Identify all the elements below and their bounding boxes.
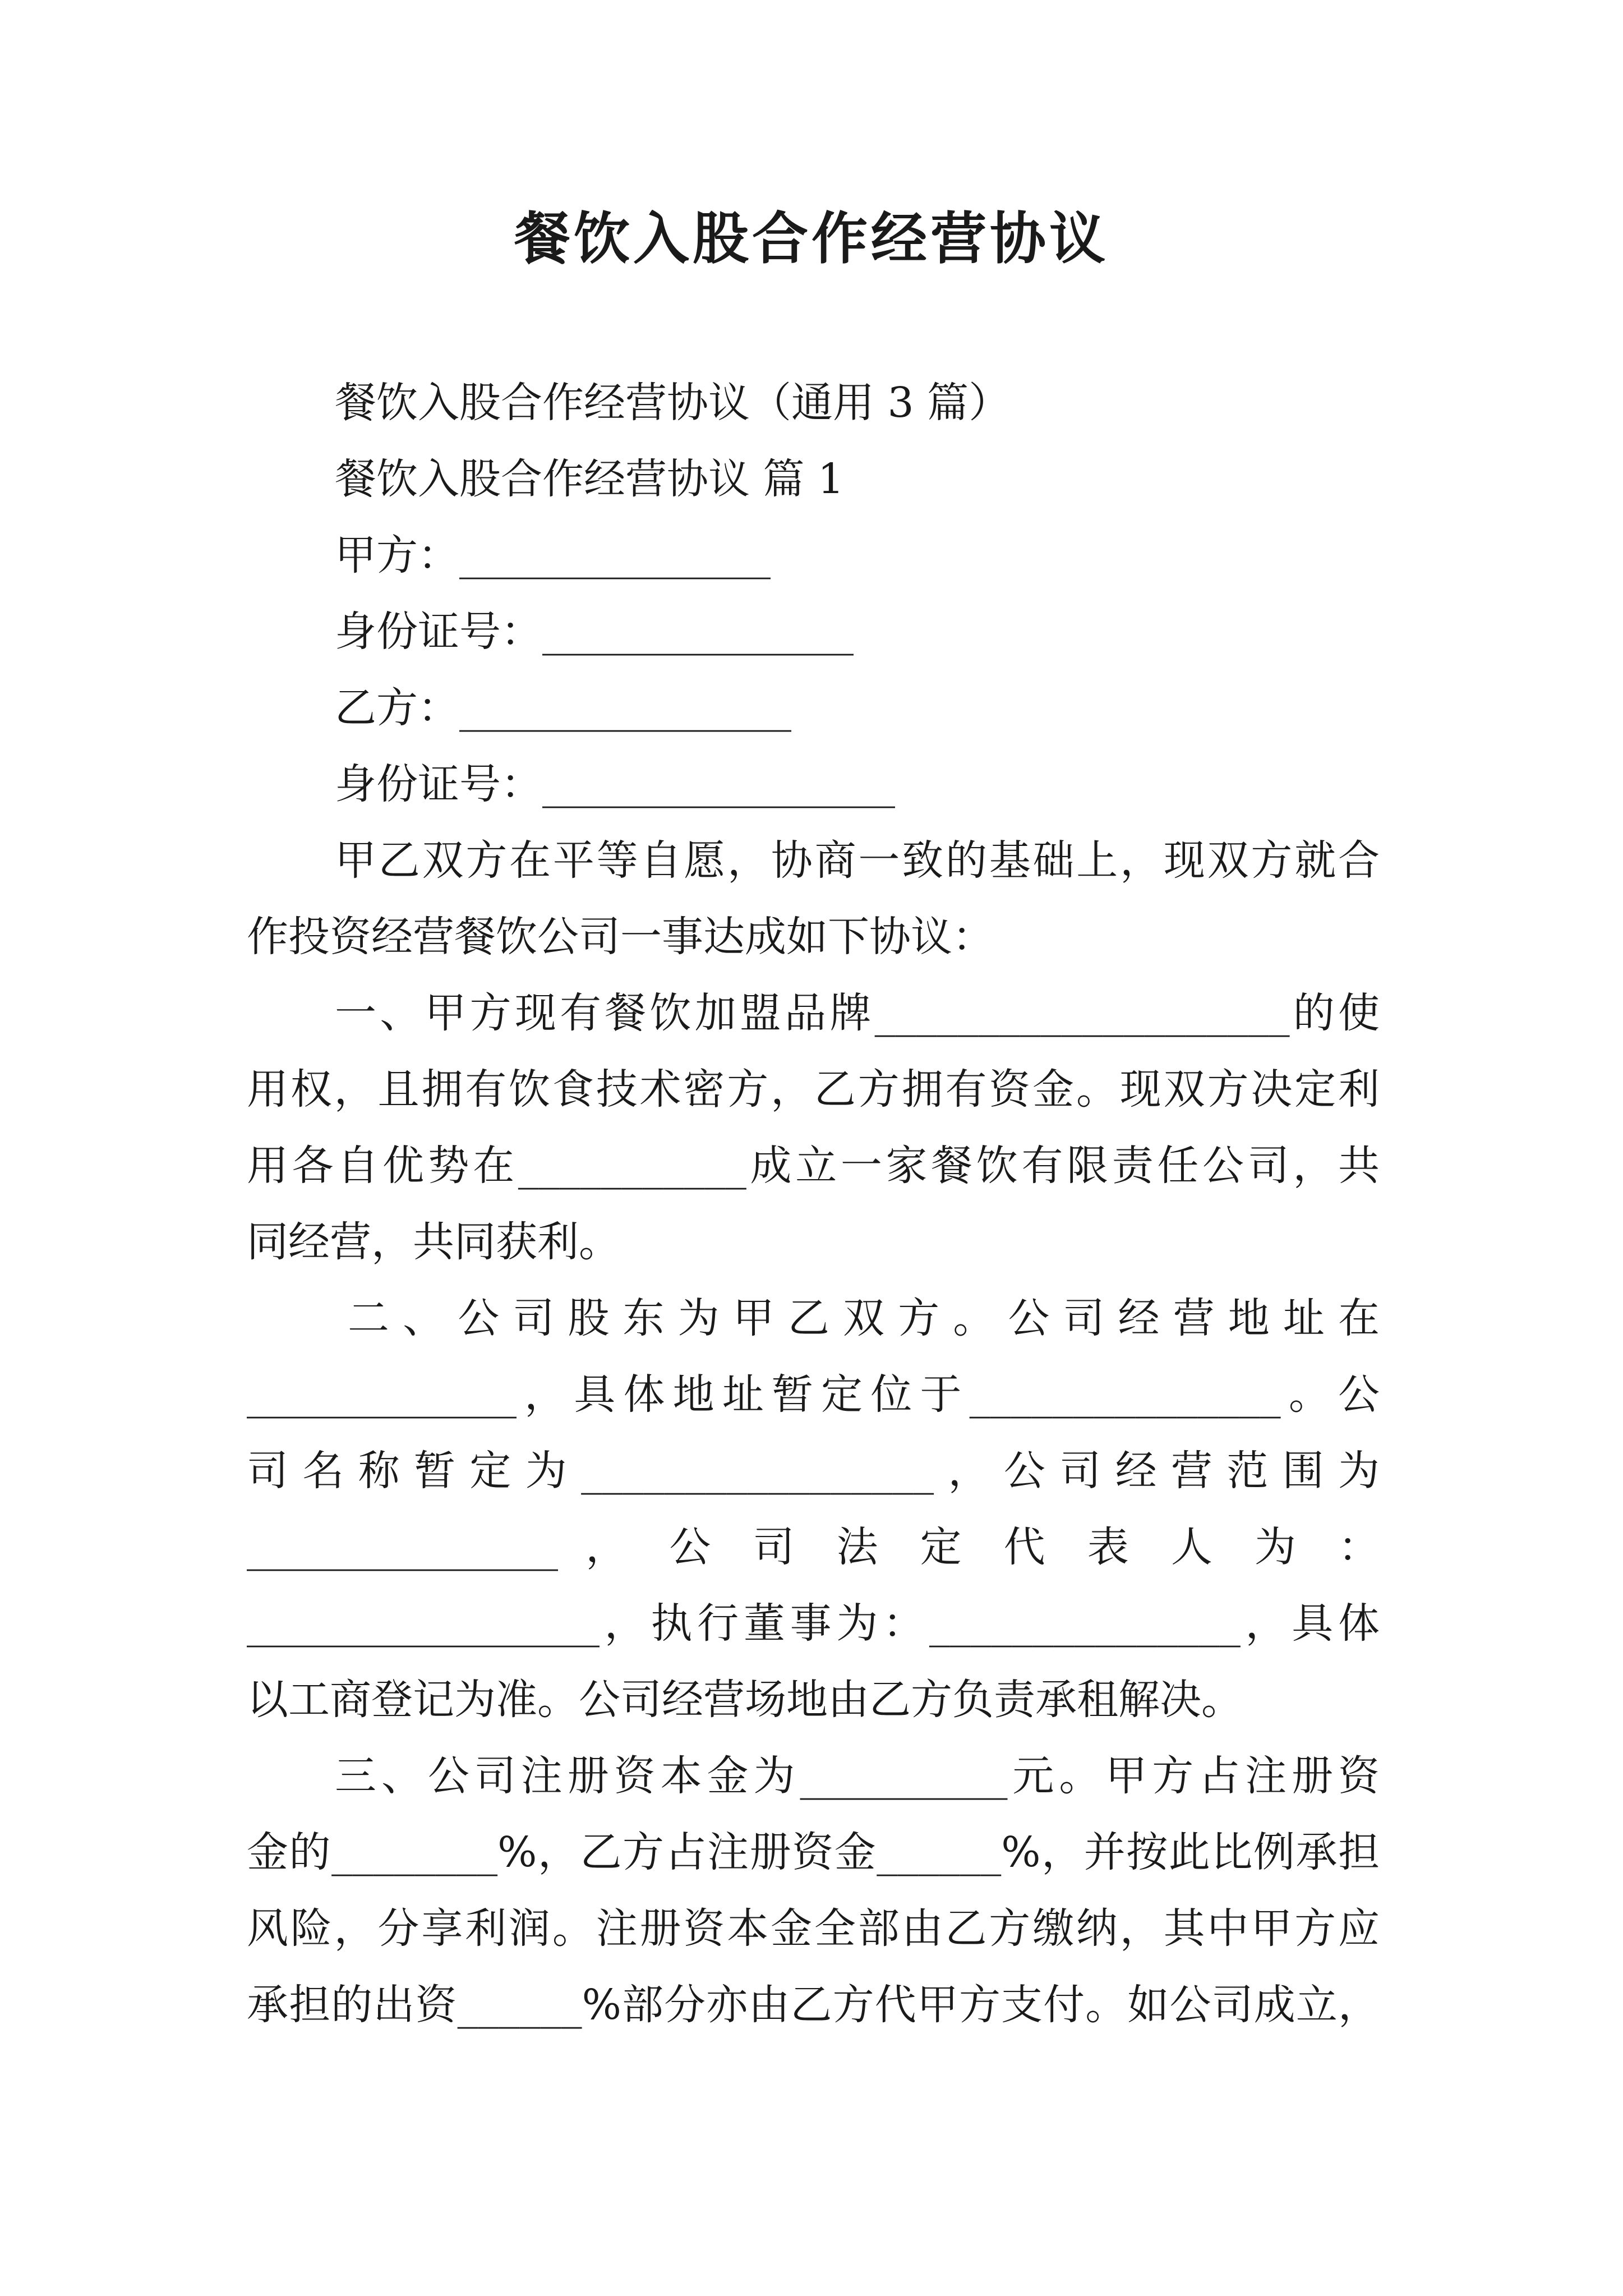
paragraph-line: _______________ ， 公 司 法 定 代 表 人 为 ： [247,1523,1380,1571]
party-a-id-field: 身份证号：_______________ [335,608,854,656]
paragraph-line: 以工商登记为准。公司经营场地由乙方负责承租解决。 [247,1676,1243,1724]
paragraph-line: 承担的出资______%部分亦由乙方代甲方支付。如公司成立， [247,1981,1380,2029]
paragraph-line: 金的________%，乙方占注册资金______%，并按此比例承担 [247,1828,1380,1876]
party-a-field: 甲方：_______________ [335,531,771,579]
paragraph-line: 二、公司股东为甲乙双方。公司经营地址在 [348,1294,1380,1342]
paragraph-line: 司名称暂定为_________________，公司经营范围为 [247,1447,1380,1495]
paragraph-line: 作投资经营餐饮公司一事达成如下协议： [247,913,994,961]
paragraph-line: _________________，执行董事为：_______________，具体 [247,1599,1380,1648]
paragraph-line: 一、甲方现有餐饮加盟品牌____________________的使 [335,989,1380,1037]
document-title: 餐饮入股合作经营协议 [514,205,1109,272]
paragraph-line: _____________，具体地址暂定位于_______________。公 [247,1370,1380,1419]
paragraph-line: 三、公司注册资本金为__________元。甲方占注册资 [335,1752,1380,1800]
party-b-field: 乙方：________________ [335,684,791,732]
paragraph-line: 风险，分享利润。注册资本金全部由乙方缴纳，其中甲方应 [247,1904,1380,1953]
paragraph-line: 甲乙双方在平等自愿，协商一致的基础上，现双方就合 [335,836,1380,885]
party-b-id-field: 身份证号：_________________ [335,760,895,808]
subtitle-line: 餐饮入股合作经营协议（通用 3 篇） [335,379,1011,427]
paragraph-line: 用各自优势在___________成立一家餐饮有限责任公司，共 [247,1142,1380,1190]
paragraph-line: 用权，且拥有饮食技术密方，乙方拥有资金。现双方决定利 [247,1065,1380,1114]
paragraph-line: 同经营，共同获利。 [247,1218,620,1266]
section-heading: 餐饮入股合作经营协议 篇 1 [335,455,845,503]
